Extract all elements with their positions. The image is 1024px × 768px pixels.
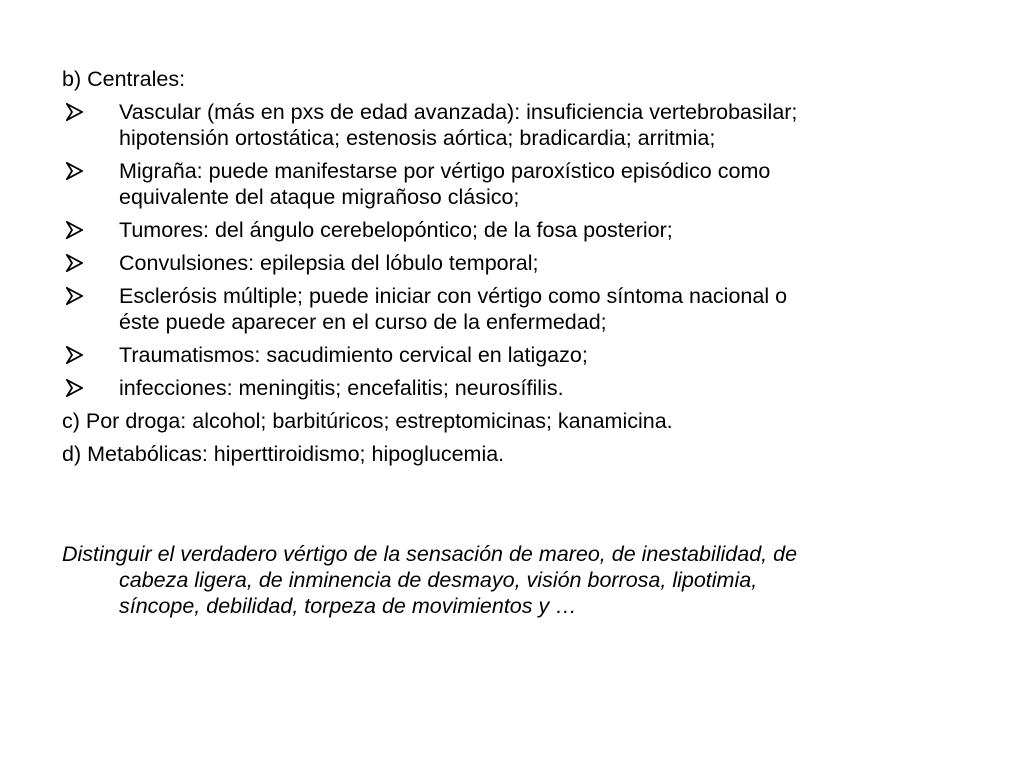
note-line: cabeza ligera, de inminencia de desmayo, visión borrosa, lipotimia, (119, 568, 758, 592)
list-item (62, 375, 962, 401)
list-item (62, 217, 962, 243)
list-item-text: Tumores: del ángulo cerebelopóntico; de la fosa posterior; (119, 218, 673, 242)
list-item-text: Traumatismos: sacudimiento cervical en latigazo; (119, 343, 588, 367)
list-item (62, 158, 962, 210)
spacer (62, 474, 962, 541)
heading-centrales: b) Centrales: (62, 67, 186, 91)
list-item-text: infecciones: meningitis; encefalitis; neurosífilis. (119, 376, 564, 400)
slide-content (62, 66, 962, 619)
list-item-line: éste puede aparecer en el curso de la enfermedad; (119, 310, 607, 334)
line-por-droga: c) Por droga: alcohol; barbitúricos; estreptomicinas; kanamicina. (62, 409, 673, 433)
arrowhead-bullet-icon (62, 250, 119, 276)
list-item-line: equivalente del ataque migrañoso clásico; (119, 185, 520, 209)
list-item-text: Convulsiones: epilepsia del lóbulo temporal; (119, 251, 539, 275)
list-item-text (119, 158, 962, 210)
line-metabolicas: d) Metabólicas: hiperttiroidismo; hipoglucemia. (62, 442, 505, 466)
list-item-line: hipotensión ortostática; estenosis aórtica; bradicardia; arritmia; (119, 126, 716, 150)
note-line: Distinguir el verdadero vértigo de la sensación de mareo, de inestabilidad, de (62, 542, 798, 566)
arrowhead-bullet-icon (62, 375, 119, 401)
arrowhead-bullet-icon (62, 158, 119, 184)
note-line: síncope, debilidad, torpeza de movimientos y … (119, 594, 577, 618)
list-item (62, 99, 962, 151)
list-item-line: Vascular (más en pxs de edad avanzada): insuficiencia vertebrobasilar; (119, 100, 798, 124)
list-item-line: Migraña: puede manifestarse por vértigo paroxístico episódico como (119, 159, 771, 183)
list-item-text (119, 283, 962, 335)
list-item (62, 283, 962, 335)
arrowhead-bullet-icon (62, 217, 119, 243)
arrowhead-bullet-icon (62, 342, 119, 368)
list-item-line: Esclerósis múltiple; puede iniciar con vértigo como síntoma nacional o (119, 284, 788, 308)
list-item (62, 250, 962, 276)
list-item (62, 342, 962, 368)
arrowhead-bullet-icon (62, 99, 119, 125)
arrowhead-bullet-icon (62, 283, 119, 309)
list-item-text (119, 99, 962, 151)
italic-note (62, 541, 1019, 619)
